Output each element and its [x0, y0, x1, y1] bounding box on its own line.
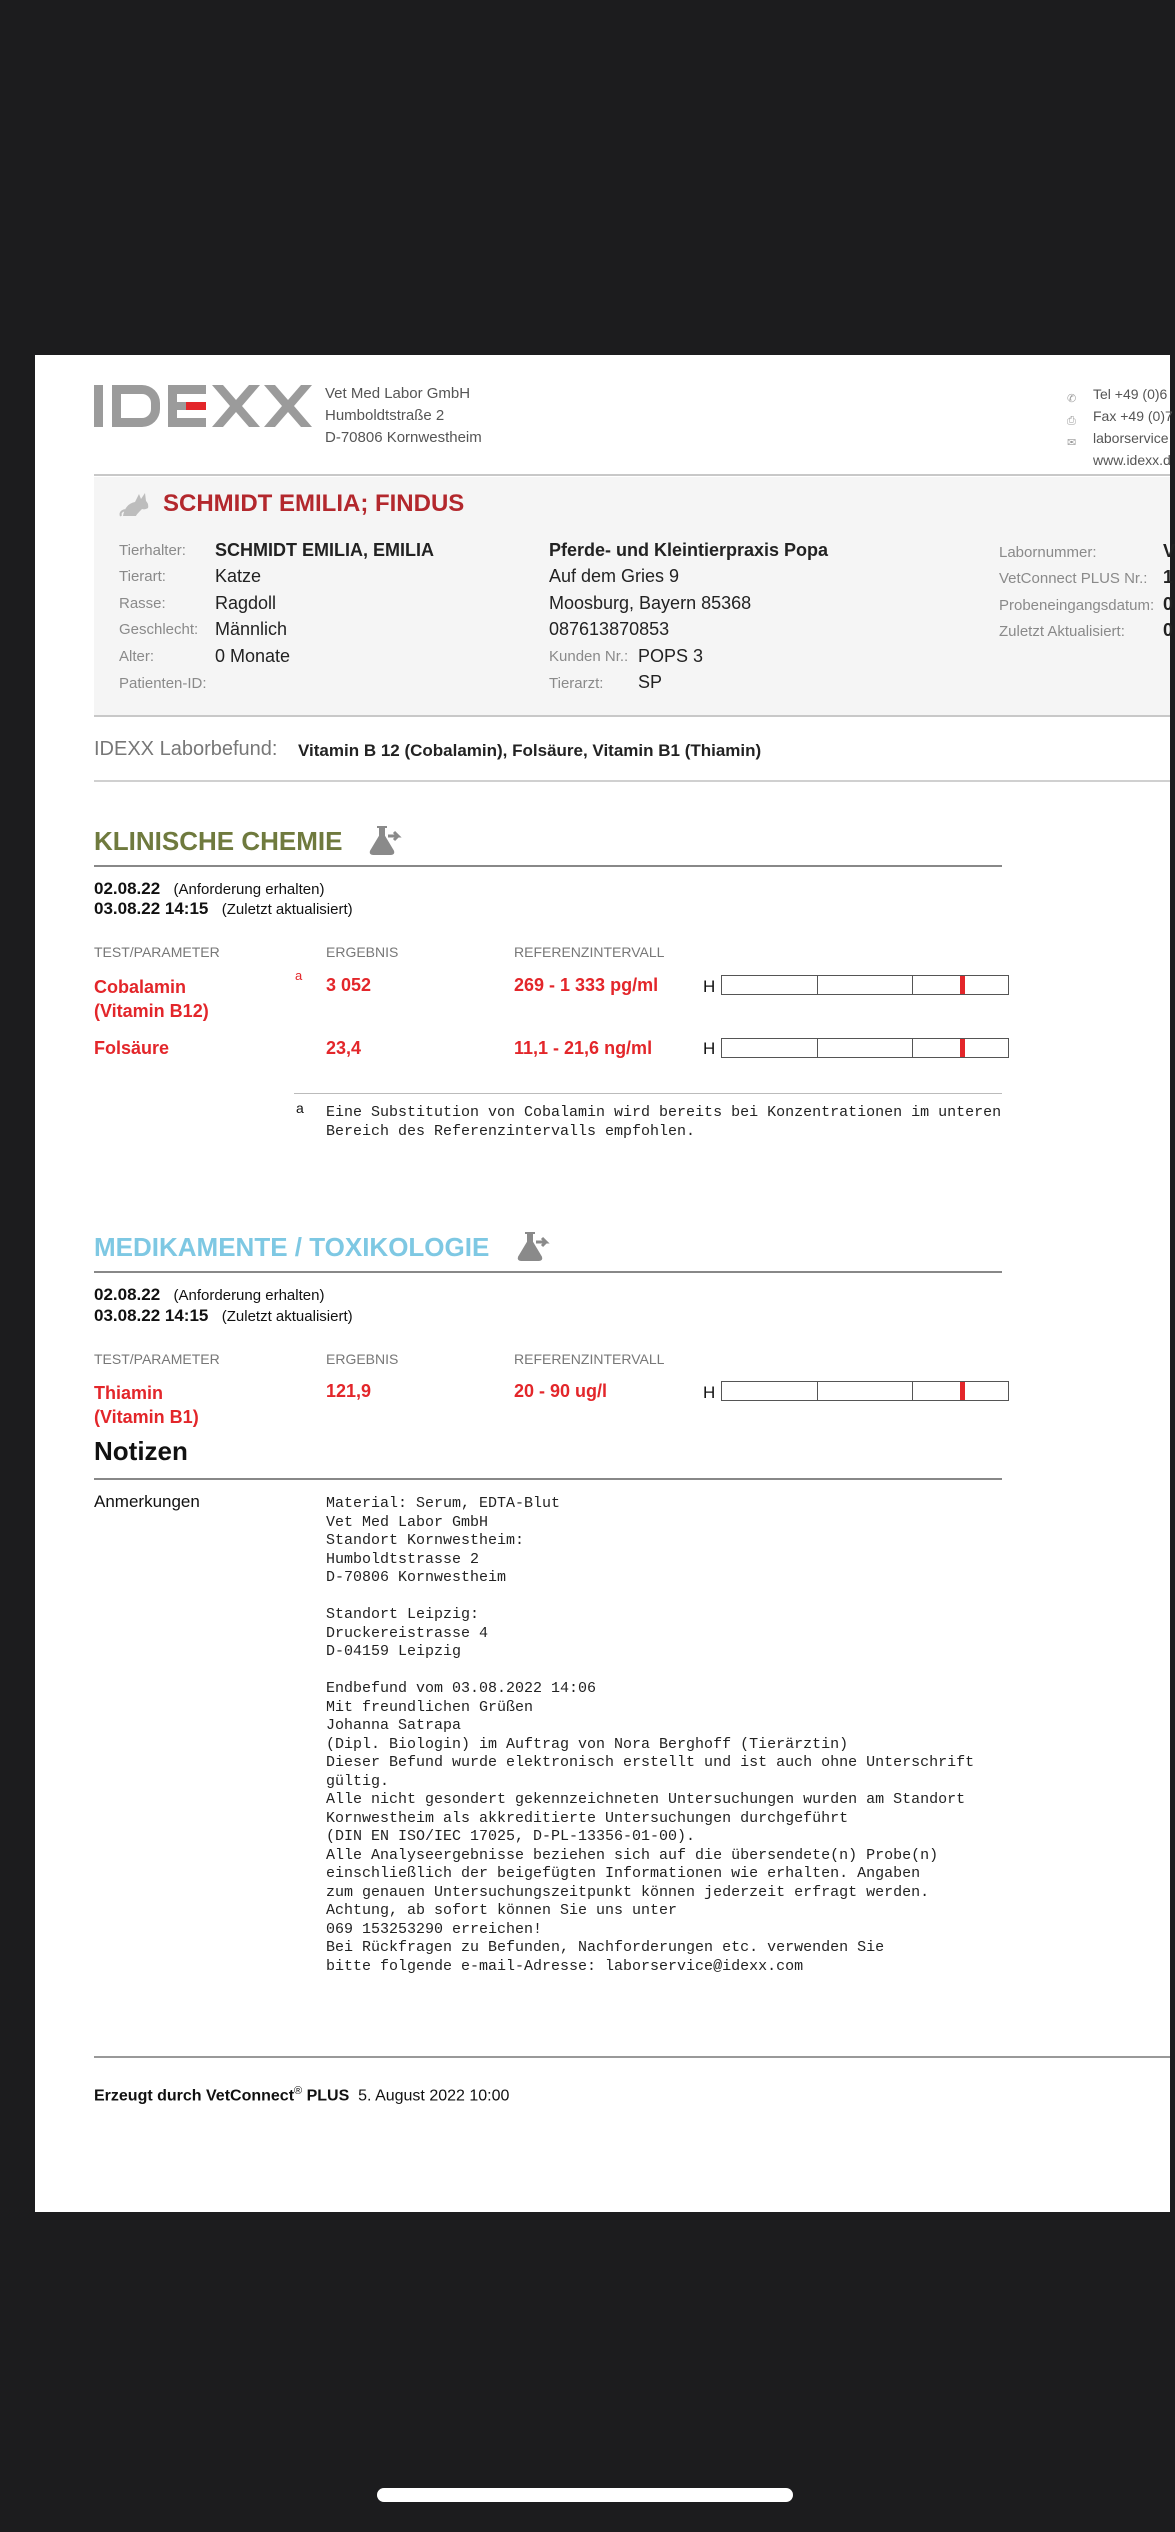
phone-text: Tel +49 (0)6 — [1093, 386, 1168, 402]
updated-value: 0 — [1163, 620, 1174, 640]
section-divider — [94, 865, 1002, 867]
sample-date-value: 0 — [1163, 594, 1174, 614]
patient-divider — [94, 715, 1170, 717]
lab-number-value: V — [1163, 541, 1175, 561]
updated-date: 03.08.22 14:15 (Zuletzt aktualisiert) — [94, 1306, 353, 1325]
owner-value: SCHMIDT EMILIA, EMILIA — [215, 540, 434, 560]
cat-icon — [119, 488, 153, 518]
lab-flask-icon[interactable] — [516, 1230, 552, 1262]
patient-name: SCHMIDT EMILIA; FINDUS — [163, 490, 465, 517]
flag-thiamin: H — [703, 1383, 716, 1402]
result-cobalamin: 3 052 — [326, 975, 372, 995]
clinic-name: Pferde- und Kleintierpraxis Popa — [549, 540, 829, 560]
footnote-text: Eine Substitution von Cobalamin wird bereits bei Konzentrationen im unteren Bereich des Referenzintervalls empfohlen. — [326, 1104, 1002, 1140]
column-header-reference: REFERENZINTERVALL — [514, 944, 665, 960]
patient-id-label: Patienten-ID: — [119, 675, 207, 692]
reference-cobalamin: 269 - 1 333 pg/ml — [514, 975, 659, 995]
report-divider — [94, 780, 1170, 782]
notes-divider — [94, 1478, 1002, 1480]
mail-text: laborservice — [1093, 430, 1169, 446]
footer-divider — [94, 2056, 1170, 2058]
lab-number-label: Labornummer: — [999, 544, 1097, 561]
customer-number-label: Kunden Nr.: — [549, 648, 629, 665]
fax-icon: ⎙ — [1067, 415, 1076, 427]
mail-icon: ✉ — [1067, 437, 1077, 449]
vet-label: Tierarzt: — [549, 675, 604, 692]
age-label: Alter: — [119, 648, 155, 665]
company-address: Vet Med Labor GmbH Humboldtstraße 2 D-70806 Kornwestheim — [325, 385, 482, 446]
column-header-reference: REFERENZINTERVALL — [514, 1351, 665, 1367]
section-title-klinische-chemie: KLINISCHE CHEMIE — [94, 826, 343, 856]
notes-text: Material: Serum, EDTA-Blut Vet Med Labor GmbH Standort Kornwestheim: Humboldtstrasse 2 D-70806 Kornwestheim Standort Leipzig: Druckereistrasse 4 D-04159 Leipzig Endbefund vom 03.08.2022 14:06 Mit freundlichen Grüßen Johanna Satrapa (Dipl. Biologin) im Auftrag von Nora Berghoff (Tierärztin) Dieser Befund wurde elektronisch erstellt und ist auch ohne Unterschrift gültig. Alle nicht gesondert gekennzeichneten Untersuchungen wurden am Standort Kornwestheim als akkreditierte Untersuchungen durchgeführt (DIN EN ISO/IEC 17025, D-PL-13356-01-00). Alle Analyseergebnisse beziehen sich auf die übersendete(n) Probe(n) einschließlich der beigefügten Informationen wie erhalten. Angaben zum genauen Untersuchungszeitpunkt können jederzeit erfragt werden. Achtung, ab sofort können Sie uns unter 069 153253290 erreichen! Bei Rückfragen zu Befunden, Nachforderungen etc. verwenden Sie bitte folgende e-mail-Adresse: laborservice@idexx.com — [326, 1495, 975, 1975]
sample-date-label: Probeneingangsdatum: — [999, 597, 1155, 614]
reference-folsaeure: 11,1 - 21,6 ng/ml — [514, 1038, 653, 1058]
section-title-medikamente: MEDIKAMENTE / TOXIKOLOGIE — [94, 1232, 490, 1262]
updated-date: 03.08.22 14:15 (Zuletzt aktualisiert) — [94, 899, 353, 918]
website-link[interactable]: www.idexx.d — [1093, 452, 1171, 468]
range-bar-folsaeure — [721, 1038, 1009, 1058]
footnote-note-marker: a — [296, 1100, 304, 1116]
breed-value: Ragdoll — [215, 593, 277, 613]
owner-label: Tierhalter: — [119, 542, 186, 559]
clinic-street: Auf dem Gries 9 — [549, 566, 680, 586]
lab-report-document — [35, 355, 1175, 2212]
phone-icon: ✆ — [1067, 393, 1077, 405]
breed-label: Rasse: — [119, 595, 166, 612]
vetconnect-number-label: VetConnect PLUS Nr.: — [999, 570, 1148, 587]
fax-text: Fax +49 (0)7 — [1093, 408, 1173, 424]
header-divider — [94, 474, 1170, 476]
flag-folsaeure: H — [703, 1039, 716, 1058]
species-label: Tierart: — [119, 568, 166, 585]
test-name-folsaeure: Folsäure — [94, 1038, 170, 1058]
result-thiamin: 121,9 — [326, 1381, 372, 1401]
customer-number-value: POPS 3 — [638, 646, 704, 666]
test-name-thiamin: Thiamin (Vitamin B1) — [94, 1383, 199, 1427]
vet-value: SP — [638, 672, 663, 692]
home-indicator[interactable] — [377, 2488, 793, 2502]
clinic-phone: 087613870853 — [549, 619, 670, 639]
section-divider — [94, 1271, 1002, 1273]
idexx-logo — [94, 385, 309, 427]
sex-value: Männlich — [215, 619, 288, 639]
received-date: 02.08.22 (Anforderung erhalten) — [94, 1285, 325, 1304]
result-marker — [960, 1039, 965, 1057]
range-bar-cobalamin — [721, 975, 1009, 995]
column-header-test: TEST/PARAMETER — [94, 1351, 220, 1367]
clinic-city: Moosburg, Bayern 85368 — [549, 593, 752, 613]
column-header-result: ERGEBNIS — [326, 944, 399, 960]
sex-label: Geschlecht: — [119, 621, 199, 638]
contact-info — [1067, 383, 1173, 471]
column-header-test: TEST/PARAMETER — [94, 944, 220, 960]
result-folsaeure: 23,4 — [326, 1038, 362, 1058]
footnote-divider — [294, 1093, 1002, 1094]
column-header-result: ERGEBNIS — [326, 1351, 399, 1367]
report-prefix: IDEXX Laborbefund: — [94, 738, 278, 760]
species-value: Katze — [215, 566, 262, 586]
range-bar-thiamin — [721, 1381, 1009, 1401]
lab-flask-icon[interactable] — [368, 824, 404, 856]
updated-label: Zuletzt Aktualisiert: — [999, 623, 1125, 640]
result-marker — [960, 1382, 965, 1400]
notes-label: Anmerkungen — [94, 1492, 200, 1511]
test-name-cobalamin: Cobalamin (Vitamin B12) — [94, 977, 209, 1021]
notes-title: Notizen — [94, 1436, 188, 1466]
received-date: 02.08.22 (Anforderung erhalten) — [94, 879, 325, 898]
age-value: 0 Monate — [215, 646, 291, 666]
report-tests: Vitamin B 12 (Cobalamin), Folsäure, Vitamin B1 (Thiamin) — [298, 741, 762, 760]
vetconnect-number-value: 1 — [1163, 567, 1174, 587]
flag-cobalamin: H — [703, 977, 716, 996]
footer-generated: Erzeugt durch VetConnect® PLUS 5. August 2022 10:00 — [94, 2085, 510, 2105]
footnote-marker: a — [295, 968, 303, 983]
result-marker — [960, 976, 965, 994]
reference-thiamin: 20 - 90 ug/l — [514, 1381, 608, 1401]
